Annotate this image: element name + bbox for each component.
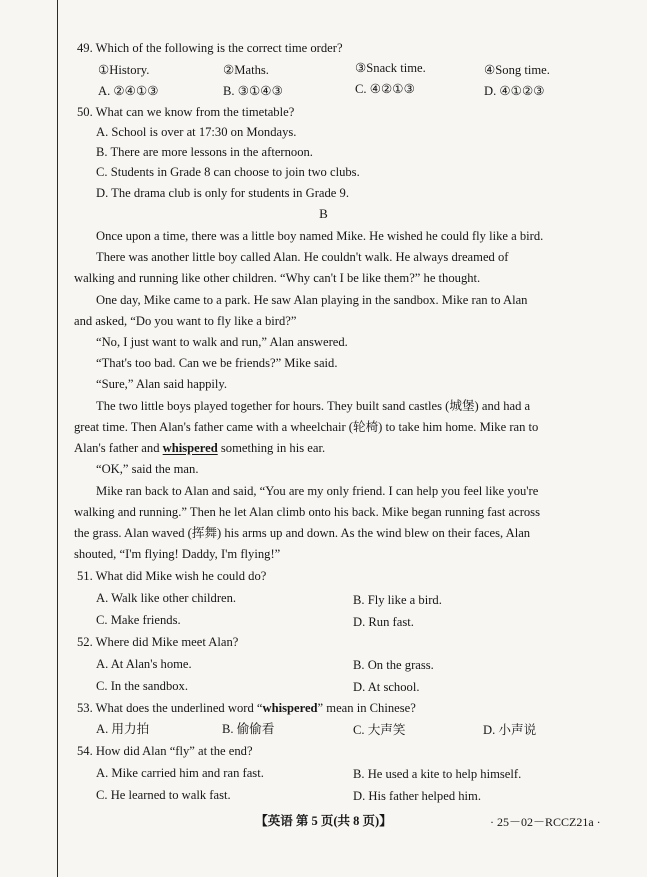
q52-option-d[interactable]: D. At school.	[353, 680, 420, 694]
q51-option-d[interactable]: D. Run fast.	[353, 615, 414, 629]
passage-line-5: and asked, “Do you want to fly like a bird?”	[74, 314, 297, 328]
q53-stem-word: whispered	[262, 701, 318, 715]
footer-exam-code: · 25－02－RCCZ21a ·	[490, 815, 601, 829]
q54-option-b[interactable]: B. He used a kite to help himself.	[353, 767, 522, 781]
section-b-heading: B	[319, 206, 328, 221]
passage-line-11-start: Alan's father and	[74, 441, 163, 455]
passage-line-16: shouted, “I'm flying! Daddy, I'm flying!”	[74, 547, 281, 561]
q51-option-a[interactable]: A. Walk like other children.	[96, 591, 237, 605]
underlined-word-whispered: whispered	[162, 441, 218, 455]
passage-line-13: Mike ran back to Alan and said, “You are my only friend. I can help you feel like you're	[96, 484, 539, 498]
q53-option-c[interactable]: C. 大声笑	[353, 723, 406, 737]
passage-line-12: “OK,” said the man.	[96, 462, 199, 476]
q53-option-d[interactable]: D. 小声说	[483, 723, 537, 737]
q50-stem: 50. What can we know from the timetable?	[77, 105, 295, 119]
q49-option-c[interactable]: C. ④②①③	[355, 82, 415, 96]
q53-option-a[interactable]: A. 用力拍	[96, 722, 150, 736]
q51-option-b[interactable]: B. Fly like a bird.	[353, 593, 442, 607]
passage-line-1: Once upon a time, there was a little boy named Mike. He wished he could fly like a bird.	[96, 229, 544, 243]
q49-item-2: ②Maths.	[223, 63, 269, 77]
q51-stem: 51. What did Mike wish he could do?	[77, 569, 267, 583]
q54-stem: 54. How did Alan “fly” at the end?	[77, 744, 253, 758]
passage-line-15: the grass. Alan waved (挥舞) his arms up and down. As the wind blew on their faces, Alan	[74, 526, 531, 540]
passage-line-10: great time. Then Alan's father came with a wheelchair (轮椅) to take him home. Mike ran to	[74, 420, 539, 434]
q49-stem: 49. Which of the following is the correct time order?	[77, 41, 343, 55]
q52-stem: 52. Where did Mike meet Alan?	[77, 635, 239, 649]
q49-item-4: ④Song time.	[484, 63, 550, 77]
passage-line-6: “No, I just want to walk and run,” Alan answered.	[96, 335, 348, 349]
q49-option-d[interactable]: D. ④①②③	[484, 84, 545, 98]
q52-option-b[interactable]: B. On the grass.	[353, 658, 434, 672]
q52-option-c[interactable]: C. In the sandbox.	[96, 679, 188, 693]
q50-option-b[interactable]: B. There are more lessons in the afternoon.	[96, 145, 313, 159]
q49-item-3: ③Snack time.	[355, 61, 426, 75]
q54-option-d[interactable]: D. His father helped him.	[353, 789, 482, 803]
passage-line-11	[74, 440, 325, 456]
passage-line-11-end: something in his ear.	[217, 441, 326, 455]
q50-option-a[interactable]: A. School is over at 17:30 on Mondays.	[96, 125, 297, 139]
q50-option-c[interactable]: C. Students in Grade 8 can choose to join two clubs.	[96, 165, 360, 179]
passage-line-3: walking and running like other children. “Why can't I be like them?” he thought.	[74, 271, 481, 285]
q53-stem	[77, 700, 416, 716]
q53-stem-start: 53. What does the underlined word “	[77, 701, 263, 715]
passage-line-8: “Sure,” Alan said happily.	[96, 377, 228, 391]
q53-option-b[interactable]: B. 偷偷看	[222, 722, 275, 736]
passage-line-4: One day, Mike came to a park. He saw Alan playing in the sandbox. Mike ran to Alan	[96, 293, 528, 307]
q54-option-c[interactable]: C. He learned to walk fast.	[96, 788, 231, 802]
q54-option-a[interactable]: A. Mike carried him and ran fast.	[96, 766, 264, 780]
q52-option-a[interactable]: A. At Alan's home.	[96, 657, 192, 671]
q53-stem-end: ” mean in Chinese?	[317, 701, 416, 715]
footer-page-label: 【英语 第 5 页(共 8 页)】	[255, 814, 392, 828]
q49-option-b[interactable]: B. ③①④③	[223, 84, 283, 98]
passage-line-14: walking and running.” Then he let Alan climb onto his back. Mike began running fast across	[74, 505, 540, 519]
passage-line-7: “That's too bad. Can we be friends?” Mike said.	[96, 356, 338, 370]
q51-option-c[interactable]: C. Make friends.	[96, 613, 181, 627]
passage-line-9: The two little boys played together for hours. They built sand castles (城堡) and had a	[96, 399, 531, 413]
q49-option-a[interactable]: A. ②④①③	[98, 84, 159, 98]
q49-item-1: ①History.	[98, 63, 150, 77]
q50-option-d[interactable]: D. The drama club is only for students in Grade 9.	[96, 186, 349, 200]
passage-line-2: There was another little boy called Alan. He couldn't walk. He always dreamed of	[96, 250, 509, 264]
